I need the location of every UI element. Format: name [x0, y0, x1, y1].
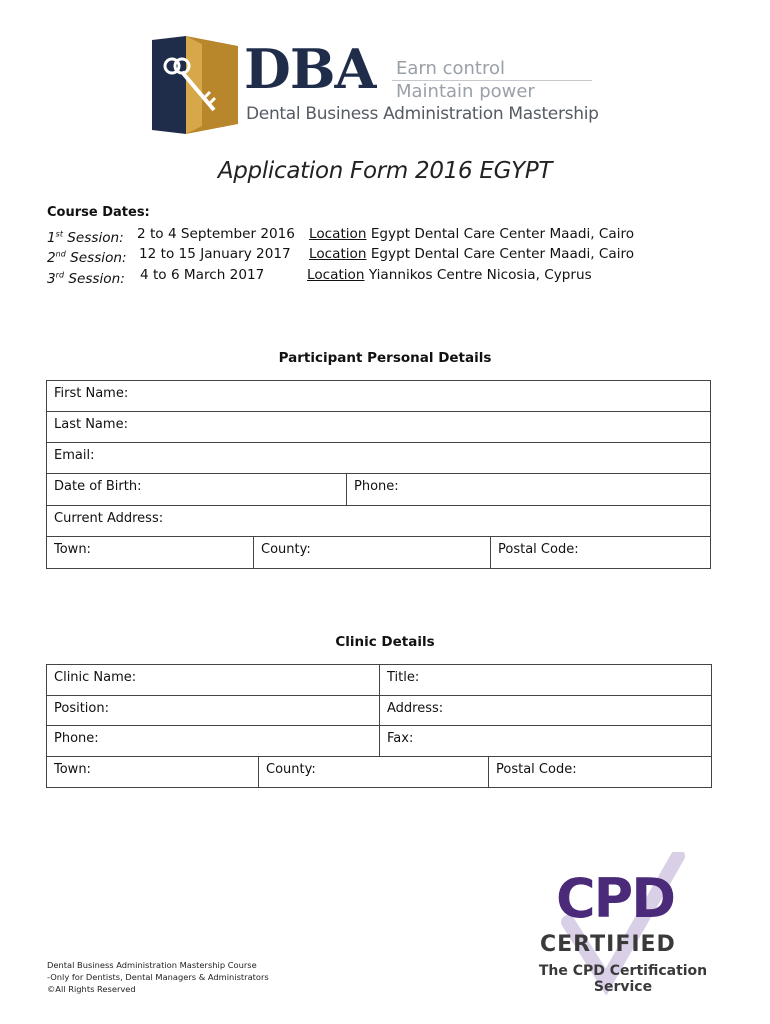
clinic-phone-field[interactable]	[47, 726, 379, 756]
session-dates-1: 2 to 4 September 2016	[137, 226, 295, 242]
key-door-icon	[152, 36, 238, 134]
last-name-field[interactable]	[47, 412, 710, 442]
clinic-town-field[interactable]	[47, 757, 258, 787]
first-name-field[interactable]	[47, 381, 710, 411]
cpd-certified: CERTIFIED	[540, 932, 676, 957]
town-label: Town:	[54, 542, 91, 557]
page-title: Application Form 2016 EGYPT	[217, 158, 553, 184]
session-location-3: Location Yiannikos Centre Nicosia, Cyprus	[307, 267, 592, 283]
fax-field[interactable]	[379, 726, 711, 756]
table-row	[47, 665, 711, 696]
clinic-table	[46, 664, 712, 788]
address-label: Current Address:	[54, 511, 164, 526]
county-label: County:	[261, 542, 311, 557]
logo-subtitle: Dental Business Administration Mastership	[246, 104, 599, 124]
clinic-heading: Clinic Details	[335, 634, 435, 650]
county-field[interactable]	[253, 537, 490, 568]
clinic-address-field[interactable]	[379, 696, 711, 725]
clinic-county-field[interactable]	[258, 757, 488, 787]
clinic-county-label: County:	[266, 762, 316, 777]
position-label: Position:	[54, 701, 109, 716]
clinic-address-label: Address:	[387, 701, 444, 716]
clinic-title-field[interactable]	[379, 665, 711, 695]
dob-field[interactable]	[47, 474, 346, 505]
footer-rights-line: ©All Rights Reserved	[47, 984, 136, 994]
first-name-label: First Name:	[54, 386, 129, 401]
session-location-2: Location Egypt Dental Care Center Maadi, Cairo	[309, 246, 635, 262]
clinic-town-label: Town:	[54, 762, 91, 777]
phone-field[interactable]	[346, 474, 710, 505]
dob-label: Date of Birth:	[54, 479, 142, 494]
table-row	[47, 757, 711, 787]
postal-code-label: Postal Code:	[498, 542, 579, 557]
course-dates-heading: Course Dates:	[47, 205, 150, 220]
session-label: 3rd Session:	[47, 270, 125, 287]
logo-letters: DBA	[244, 37, 376, 101]
clinic-title-label: Title:	[387, 670, 420, 685]
table-row	[47, 506, 710, 537]
postal-code-field[interactable]	[490, 537, 710, 568]
clinic-name-label: Clinic Name:	[54, 670, 137, 685]
email-label: Email:	[54, 448, 95, 463]
footer-audience-line: -Only for Dentists, Dental Managers & Administrators	[47, 972, 269, 982]
session-row-3	[47, 265, 125, 289]
participant-heading: Participant Personal Details	[278, 350, 492, 366]
dba-logo	[152, 36, 642, 136]
logo-tagline-2: Maintain power	[396, 81, 535, 102]
session-label: 2nd Session:	[47, 249, 127, 266]
session-dates-3: 4 to 6 March 2017	[140, 267, 265, 283]
session-location-1: Location Egypt Dental Care Center Maadi, Cairo	[309, 226, 635, 242]
participant-table	[46, 380, 711, 569]
clinic-name-field[interactable]	[47, 665, 379, 695]
cpd-service-line-1: The CPD Certification	[538, 963, 708, 979]
session-dates-2: 12 to 15 January 2017	[139, 246, 291, 262]
clinic-postal-code-label: Postal Code:	[496, 762, 577, 777]
session-row-2	[47, 244, 127, 268]
phone-label: Phone:	[354, 479, 399, 494]
cpd-letters: CPD	[556, 867, 675, 930]
address-field[interactable]	[47, 506, 710, 536]
cpd-certified-logo	[528, 852, 708, 1002]
table-row	[47, 726, 711, 757]
table-row	[47, 443, 710, 474]
clinic-phone-label: Phone:	[54, 731, 99, 746]
last-name-label: Last Name:	[54, 417, 128, 432]
town-field[interactable]	[47, 537, 253, 568]
clinic-postal-code-field[interactable]	[488, 757, 711, 787]
email-field[interactable]	[47, 443, 710, 473]
table-row	[47, 412, 710, 443]
table-row	[47, 537, 710, 568]
table-row	[47, 381, 710, 412]
cpd-service-line-2: Service	[593, 979, 653, 995]
logo-tagline-1: Earn control	[396, 58, 506, 79]
footer-course-line: Dental Business Administration Mastership Course	[47, 960, 257, 970]
table-row	[47, 474, 710, 506]
position-field[interactable]	[47, 696, 379, 725]
session-label: 1st Session:	[47, 229, 124, 246]
table-row	[47, 696, 711, 726]
fax-label: Fax:	[387, 731, 414, 746]
